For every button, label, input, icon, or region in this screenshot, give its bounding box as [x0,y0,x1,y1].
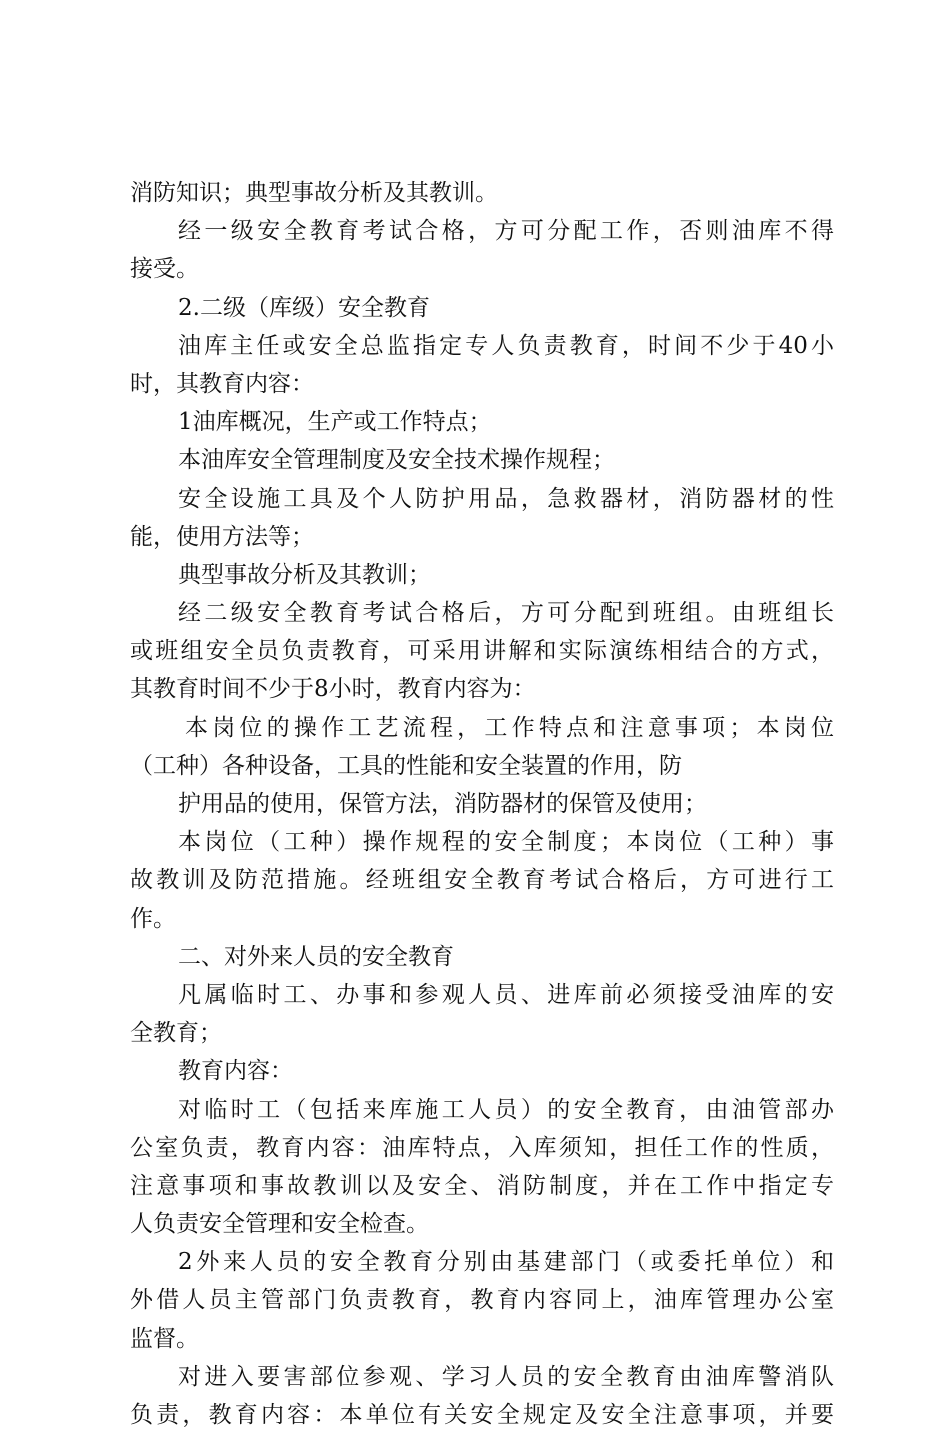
text-line: 外借人员主管部门负责教育，教育内容同上，油库管理办公室 [130,1287,834,1314]
text-line: 公室负责，教育内容：油库特点，入库须知，担任工作的性质， [130,1134,834,1161]
text-line: 监督。 [130,1325,199,1352]
text-line: 作。 [130,905,176,932]
text-line: 2外来人员的安全教育分别由基建部门（或委托单位）和 [178,1249,834,1276]
text-line: 二、对外来人员的安全教育 [178,943,454,970]
text-line: 护用品的使用，保管方法，消防器材的保管及使用； [178,791,707,817]
text-line: 人负责安全管理和安全检查。 [130,1211,429,1238]
text-line: 典型事故分析及其教训； [178,561,431,588]
text-line: 注意事项和事故教训以及安全、消防制度，并在工作中指定专 [130,1172,834,1199]
text-line: 本岗位的操作工艺流程，工作特点和注意事项；本岗位 [185,714,834,741]
text-line: 经二级安全教育考试合格后，方可分配到班组。由班组长 [178,600,834,627]
text-line: （工种）各种设备，工具的性能和安全装置的作用，防 [130,752,682,779]
text-line: 故教训及防范措施。经班组安全教育考试合格后，方可进行工 [130,867,834,894]
text-line: 安全设施工具及个人防护用品，急救器材，消防器材的性 [178,485,834,512]
text-line: 消防知识；典型事故分析及其教训。 [130,180,498,206]
text-line: 对进入要害部位参观、学习人员的安全教育由油库警消队 [178,1363,834,1390]
text-line: 负责，教育内容：本单位有关安全规定及安全注意事项，并要 [130,1402,834,1428]
text-line: 经一级安全教育考试合格，方可分配工作，否则油库不得 [178,218,834,245]
text-line: 本岗位（工种）操作规程的安全制度；本岗位（工种）事 [178,829,834,856]
document-body [130,174,834,1434]
text-line: 凡属临时工、办事和参观人员、进库前必须接受油库的安 [178,981,834,1008]
text-line: 教育内容： [178,1058,293,1085]
text-line: 油库主任或安全总监指定专人负责教育，时间不少于40小 [178,332,834,359]
text-line: 能，使用方法等； [130,523,314,550]
text-line: 或班组安全员负责教育，可采用讲解和实际演练相结合的方式， [130,638,834,665]
text-line: 接受。 [130,256,199,283]
text-line: 2.二级（库级）安全教育 [178,294,430,321]
text-line: 本油库安全管理制度及安全技术操作规程； [178,447,615,474]
text-line: 其教育时间不少于8小时，教育内容为： [130,676,536,703]
text-line: 全教育； [130,1020,222,1047]
text-line: 1油库概况，生产或工作特点； [178,409,492,436]
text-line: 对临时工（包括来库施工人员）的安全教育，由油管部办 [178,1096,834,1123]
text-line: 时，其教育内容： [130,370,314,397]
